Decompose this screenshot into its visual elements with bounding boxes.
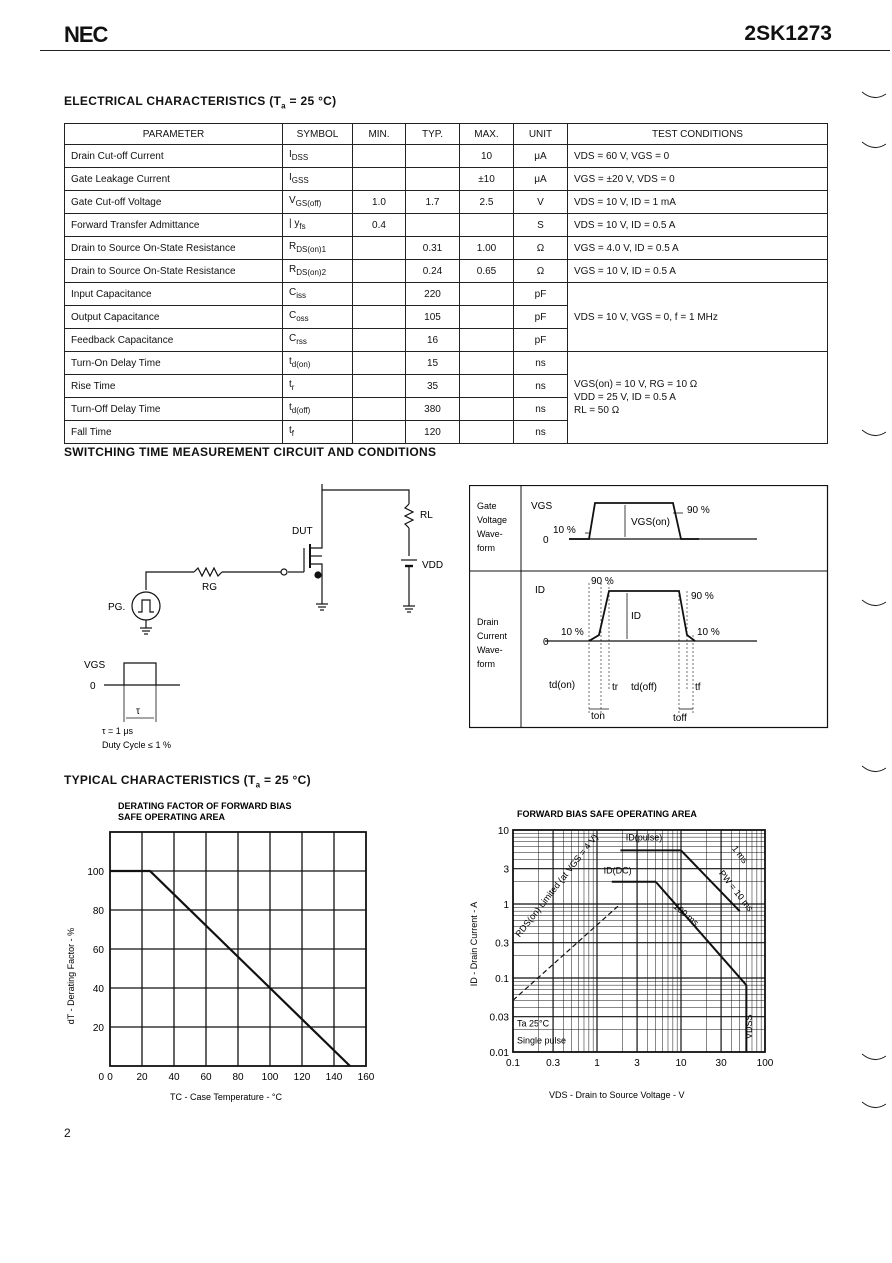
derating-chart [60, 796, 390, 1106]
symbol-sub: DS(on)1 [296, 245, 327, 254]
column-header: PARAMETER [65, 124, 283, 145]
condition-cell: VDS = 10 V, ID = 1 mA [568, 191, 828, 214]
min-cell: 0.4 [353, 214, 406, 237]
derating-title-1: DERATING FACTOR OF FORWARD BIAS [118, 801, 292, 811]
soa-ytick: 0.01 [489, 1048, 509, 1059]
soa-ytick: 10 [497, 826, 509, 837]
drain-90pct-left: 90 % [591, 576, 614, 587]
min-cell [353, 168, 406, 191]
condition-cell: VGS = 4.0 V, ID = 0.5 A [568, 237, 828, 260]
column-header: UNIT [514, 124, 568, 145]
min-cell [353, 375, 406, 398]
unit-cell: ns [514, 375, 568, 398]
drain-label-1: Drain [477, 617, 499, 627]
derating-line [110, 871, 350, 1066]
vdd-label: VDD [422, 560, 444, 571]
param-cell: Turn-On Delay Time [65, 352, 283, 375]
symbol-main: R [289, 264, 297, 275]
column-header: MIN. [353, 124, 406, 145]
condition-cell: VDS = 10 V, ID = 0.5 A [568, 214, 828, 237]
switching-title: SWITCHING TIME MEASUREMENT CIRCUIT AND CONDITIONS [64, 445, 437, 459]
typ-cell [406, 145, 460, 168]
table-row [65, 352, 828, 375]
soa-xtick: 3 [634, 1058, 640, 1069]
drain-90pct-right: 90 % [691, 591, 714, 602]
gate-label-2: Voltage [477, 515, 508, 525]
soa-xtick: 10 [675, 1058, 687, 1069]
symbol-sub: oss [296, 314, 309, 323]
column-header: TYP. [406, 124, 460, 145]
electrical-title-text: ELECTRICAL CHARACTERISTICS (T [64, 94, 282, 108]
soa-chart [465, 804, 805, 1104]
table-row [65, 260, 828, 283]
symbol-cell [283, 168, 353, 191]
symbol-main: C [289, 287, 297, 298]
tau-note: τ = 1 μs [102, 726, 134, 736]
derating-ytick: 40 [92, 984, 104, 995]
mosfet-source-dot [315, 572, 321, 578]
table-row [65, 214, 828, 237]
soa-ytick: 0.03 [489, 1012, 509, 1024]
param-cell: Drain Cut-off Current [65, 145, 283, 168]
table-row [65, 168, 828, 191]
derating-xtick: 140 [325, 1072, 343, 1083]
symbol-main: t [289, 356, 292, 367]
derating-xtick: 40 [168, 1072, 180, 1083]
symbol-cell [283, 237, 353, 260]
vgs-zero-label: 0 [90, 681, 96, 692]
derating-xtick: 160 [357, 1072, 375, 1083]
margin-mark-4 [860, 598, 888, 608]
min-cell [353, 145, 406, 168]
typ-cell: 0.31 [406, 237, 460, 260]
symbol-sub: DSS [291, 153, 309, 162]
column-header: SYMBOL [283, 124, 353, 145]
soa-annotation: Ta 25°C [517, 1018, 550, 1029]
unit-cell: μA [514, 145, 568, 168]
switch-condition-line: VDD = 25 V, ID = 0.5 A [574, 392, 676, 403]
drain-label-3: Wave- [477, 645, 503, 655]
unit-cell: Ω [514, 237, 568, 260]
soa-ytick: 3 [503, 864, 509, 876]
symbol-cell [283, 375, 353, 398]
soa-xlabel: VDS - Drain to Source Voltage - V [549, 1090, 685, 1100]
symbol-main: t [289, 379, 292, 390]
max-cell: 2.5 [460, 191, 514, 214]
typ-cell: 0.24 [406, 260, 460, 283]
column-header: MAX. [460, 124, 514, 145]
typ-cell: 105 [406, 306, 460, 329]
drain-10pct-left: 10 % [561, 627, 584, 638]
wave-vgs-label: VGS [531, 501, 553, 512]
derating-xtick: 100 [261, 1072, 279, 1083]
soa-ytick: 1 [503, 900, 509, 911]
min-cell [353, 306, 406, 329]
gate-zero: 0 [543, 535, 549, 546]
symbol-cell [283, 306, 353, 329]
table-row [65, 145, 828, 168]
dut-label: DUT [292, 526, 313, 537]
max-cell: 1.00 [460, 237, 514, 260]
derating-origin: 0 [98, 1072, 104, 1083]
part-number: 2SK1273 [744, 22, 832, 45]
table-row [65, 191, 828, 214]
unit-cell: pF [514, 329, 568, 352]
gate-90pct: 90 % [687, 505, 710, 516]
symbol-main: V [289, 195, 296, 206]
min-cell [353, 421, 406, 444]
electrical-title [64, 94, 336, 110]
max-cell: ±10 [460, 168, 514, 191]
margin-mark-6 [860, 1052, 888, 1062]
electrical-title-post: = 25 °C) [285, 94, 337, 108]
gate-label-4: form [477, 543, 495, 553]
pg-label: PG. [108, 602, 126, 613]
param-cell: Output Capacitance [65, 306, 283, 329]
param-cell: Turn-Off Delay Time [65, 398, 283, 421]
drain-zero: 0 [543, 637, 549, 648]
electrical-table [64, 123, 828, 444]
typical-title-post: = 25 °C) [260, 773, 311, 787]
margin-mark-7 [860, 1100, 888, 1110]
td-off-label: td(off) [631, 682, 657, 693]
unit-cell: ns [514, 421, 568, 444]
min-cell [353, 352, 406, 375]
soa-xtick: 1 [594, 1058, 600, 1069]
typical-title [64, 773, 311, 789]
vgs-label: VGS [84, 660, 106, 671]
max-cell: 10 [460, 145, 514, 168]
soa-frame [513, 830, 765, 1052]
param-cell: Gate Cut-off Voltage [65, 191, 283, 214]
param-cell: Drain to Source On-State Resistance [65, 237, 283, 260]
column-header: TEST CONDITIONS [568, 124, 828, 145]
table-header-row [65, 124, 828, 145]
derating-xtick: 80 [232, 1072, 244, 1083]
typ-cell [406, 168, 460, 191]
drain-10pct-right: 10 % [697, 627, 720, 638]
max-cell [460, 398, 514, 421]
unit-cell: V [514, 191, 568, 214]
min-cell [353, 329, 406, 352]
max-cell [460, 421, 514, 444]
tf-label: tf [695, 682, 701, 693]
margin-mark-1 [860, 90, 888, 100]
symbol-cell [283, 260, 353, 283]
soa-annotation: ID(pulse) [625, 832, 663, 843]
rl-label: RL [420, 510, 433, 521]
unit-cell: pF [514, 283, 568, 306]
derating-ytick: 80 [92, 906, 104, 917]
soa-annotation: ID(DC) [603, 865, 632, 876]
symbol-cell [283, 352, 353, 375]
margin-mark-5 [860, 764, 888, 774]
symbol-cell [283, 283, 353, 306]
derating-title-2: SAFE OPERATING AREA [118, 812, 226, 822]
typ-cell [406, 214, 460, 237]
typical-title-text: TYPICAL CHARACTERISTICS (T [64, 773, 256, 787]
derating-ylabel: dT - Derating Factor - % [66, 927, 76, 1025]
param-cell: Fall Time [65, 421, 283, 444]
symbol-cell [283, 421, 353, 444]
condition-cell: VGS = ±20 V, VDS = 0 [568, 168, 828, 191]
typ-cell: 16 [406, 329, 460, 352]
derating-xtick: 120 [293, 1072, 311, 1083]
switch-condition-line: VGS(on) = 10 V, RG = 10 Ω [574, 379, 698, 390]
condition-cell: VGS = 10 V, ID = 0.5 A [568, 260, 828, 283]
unit-cell: S [514, 214, 568, 237]
soa-annotation: PW = 10 ms [716, 868, 756, 914]
symbol-sub: r [291, 383, 295, 392]
symbol-main: t [289, 402, 292, 413]
symbol-sub: fs [299, 222, 306, 231]
header-rule [40, 50, 890, 51]
symbol-main: R [289, 241, 297, 252]
symbol-main: C [289, 310, 297, 321]
unit-cell: ns [514, 398, 568, 421]
min-cell [353, 398, 406, 421]
pg-wire [146, 572, 194, 590]
derating-xtick: 60 [200, 1072, 212, 1083]
soa-annotation: VDSS [743, 1014, 754, 1039]
td-on-label: td(on) [549, 680, 576, 691]
soa-annotation: RDS(on) Limited (at VGS = 4 V) [513, 832, 600, 939]
derating-xlabel: TC - Case Temperature - °C [170, 1092, 282, 1102]
page-number: 2 [64, 1126, 71, 1140]
derating-ytick: 20 [92, 1023, 104, 1034]
table-row [65, 283, 828, 306]
symbol-cell [283, 214, 353, 237]
derating-ytick: 60 [92, 945, 104, 956]
soa-ylabel: ID - Drain Current - A [469, 901, 479, 987]
param-cell: Gate Leakage Current [65, 168, 283, 191]
vgs-pulse [124, 663, 156, 685]
min-cell [353, 260, 406, 283]
soa-xtick: 0.1 [506, 1058, 520, 1069]
wave-id-label: ID [535, 585, 545, 596]
symbol-sub: DS(on)2 [296, 268, 327, 277]
typ-cell: 220 [406, 283, 460, 306]
wave-id-amp-label: ID [631, 611, 641, 622]
symbol-main: t [289, 425, 292, 436]
gate-label-1: Gate [477, 501, 497, 511]
max-cell [460, 214, 514, 237]
derating-ytick: 100 [87, 867, 104, 878]
param-cell: Forward Transfer Admittance [65, 214, 283, 237]
switch-condition-line: RL = 50 Ω [574, 405, 620, 416]
symbol-sub: iss [296, 291, 307, 300]
param-cell: Feedback Capacitance [65, 329, 283, 352]
symbol-cell [283, 398, 353, 421]
symbol-sub: d(off) [291, 406, 311, 415]
switching-circuit [64, 470, 464, 760]
typ-cell: 120 [406, 421, 460, 444]
margin-mark-3 [860, 428, 888, 438]
soa-annotation: Single pulse [517, 1035, 567, 1046]
rg-label: RG [202, 582, 217, 593]
soa-xtick: 30 [715, 1058, 727, 1069]
min-cell [353, 237, 406, 260]
switch-condition-cell [568, 352, 828, 444]
symbol-main: C [289, 333, 297, 344]
wave-vgs-on-label: VGS(on) [631, 517, 670, 528]
pulse-generator [132, 592, 160, 620]
drain-label-2: Current [477, 631, 508, 641]
symbol-cell [283, 191, 353, 214]
typ-cell: 15 [406, 352, 460, 375]
symbol-sub: d(on) [291, 360, 311, 369]
unit-cell: Ω [514, 260, 568, 283]
max-cell [460, 283, 514, 306]
table-body [65, 145, 828, 444]
typ-cell: 35 [406, 375, 460, 398]
symbol-main: | y [289, 218, 300, 229]
param-cell: Drain to Source On-State Resistance [65, 260, 283, 283]
symbol-cell [283, 145, 353, 168]
top-wire [322, 484, 409, 504]
ton-label: ton [591, 711, 605, 722]
rg-resistor [194, 568, 222, 576]
soa-title: FORWARD BIAS SAFE OPERATING AREA [517, 809, 697, 819]
drain-label-4: form [477, 659, 495, 669]
soa-ytick: 0.1 [495, 974, 509, 985]
duty-note: Duty Cycle ≤ 1 % [102, 740, 171, 750]
symbol-main: I [289, 172, 292, 183]
symbol-sub: GSS [291, 176, 309, 185]
rl-resistor [405, 504, 413, 528]
param-cell: Input Capacitance [65, 283, 283, 306]
symbol-main: I [289, 149, 292, 160]
typical-title-sub: a [255, 780, 261, 790]
electrical-title-sub: a [281, 101, 286, 111]
max-cell [460, 352, 514, 375]
symbol-sub: f [291, 429, 295, 438]
symbol-sub: rss [296, 337, 307, 346]
derating-xtick: 0 [107, 1072, 113, 1083]
max-cell [460, 329, 514, 352]
unit-cell: pF [514, 306, 568, 329]
tau-label: τ [136, 706, 140, 717]
max-cell [460, 306, 514, 329]
typ-cell: 380 [406, 398, 460, 421]
param-cell: Rise Time [65, 375, 283, 398]
soa-xtick: 100 [756, 1058, 774, 1069]
unit-cell: μA [514, 168, 568, 191]
soa-annotation: 1 ms [729, 843, 750, 866]
min-cell: 1.0 [353, 191, 406, 214]
gate-10pct: 10 % [553, 525, 576, 536]
min-cell [353, 283, 406, 306]
soa-ytick: 0.3 [495, 938, 509, 950]
nec-logo: NEC [64, 22, 108, 47]
unit-cell: ns [514, 352, 568, 375]
symbol-sub: GS(off) [295, 199, 322, 208]
max-cell: 0.65 [460, 260, 514, 283]
typ-cell: 1.7 [406, 191, 460, 214]
cap-condition-cell: VDS = 10 V, VGS = 0, f = 1 MHz [568, 283, 828, 352]
soa-xtick: 0.3 [546, 1058, 561, 1069]
symbol-cell [283, 329, 353, 352]
margin-mark-2 [860, 140, 888, 150]
derating-xtick: 20 [136, 1072, 148, 1083]
waveform-diagram [469, 485, 829, 729]
tr-label: tr [612, 682, 619, 693]
soa-annotation: 100 ms [671, 901, 701, 928]
toff-label: toff [673, 713, 687, 724]
gate-terminal [281, 569, 287, 575]
condition-cell: VDS = 60 V, VGS = 0 [568, 145, 828, 168]
gate-label-3: Wave- [477, 529, 503, 539]
table-row [65, 237, 828, 260]
max-cell [460, 375, 514, 398]
